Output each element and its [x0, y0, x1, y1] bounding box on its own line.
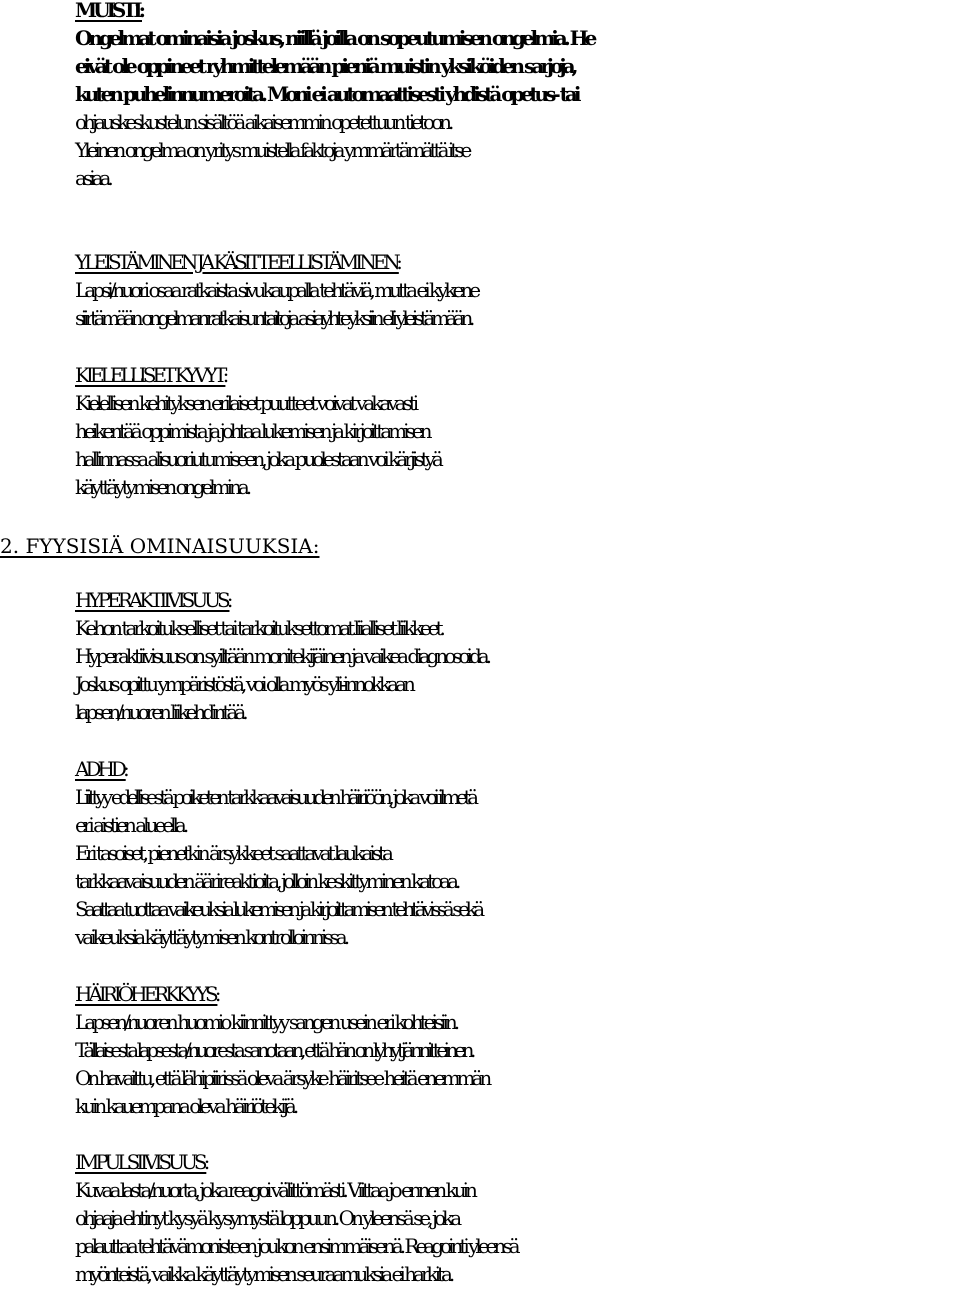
impulsiivisuus-line: ohjaaja ehtinyt kysyä kysymystä loppuun. On yleensä se, joka [75, 1206, 459, 1230]
yleistaminen-heading: YLEISTÄMINEN JA KÄSITTEELLISTÄMINEN: [75, 250, 399, 274]
yleistaminen-section [75, 248, 960, 332]
yleistaminen-line: siirtämään ongelmanratkaisuntaitoja asiayhteyksiin eli yleistämään. [75, 306, 471, 330]
impulsiivisuus-section [75, 1148, 960, 1288]
kielelliset-line: Kielellisen kehityksen erilaiset puutteet voivat vakavasti [75, 391, 416, 415]
hyperaktiivisuus-heading: HYPERAKTIIVISUUS: [75, 588, 230, 612]
adhd-heading: ADHD: [75, 757, 126, 781]
section-2-heading: 2. FYYSISIÄ OMINAISUUKSIA: [0, 534, 320, 558]
hyperaktiivisuus-line: Kehon tarkoitukselliset tai tarkoituksettomat liialliset liikkeet. [75, 616, 442, 640]
adhd-line: Eri tasoiset, pienetkin ärsykkeet saattavat laukaista [75, 841, 390, 865]
muisti-line: ohjauskeskustelun sisältöä aikaisemmin opetettuun tietoon. [75, 110, 451, 134]
hairioherkkyys-line: kuin kauempana oleva häiriötekijä. [75, 1094, 296, 1118]
impulsiivisuus-line: palauttaa tehtävämonisteen joukon ensimmäisenä. Reagointi yleensä [75, 1234, 517, 1258]
impulsiivisuus-line: Kuvaa lasta/nuorta, joka reagoi välittömästi. Viittaa jo ennen kuin [75, 1178, 474, 1202]
hairioherkkyys-section [75, 980, 960, 1120]
hyperaktiivisuus-line: Hyperaktiivisuus on syiltään monitekijäinen ja vaikea diagnosoida. [75, 644, 489, 668]
adhd-line: Liittyy edellisestä poiketen tarkkaavaisuuden häiriöön, joka voi ilmetä [75, 785, 475, 809]
kielelliset-line: käyttäytymisen ongelmina. [75, 475, 249, 499]
hairioherkkyys-line: On havaittu, että lähipiirissä oleva ärsyke häiritsee heitä enemmän [75, 1066, 489, 1090]
adhd-line: vaikeuksia käyttäytymisen kontrolloinnissa. [75, 925, 347, 949]
adhd-line: eri aistien alueella. [75, 813, 186, 837]
kielelliset-heading: KIELELLISET KYVYT: [75, 363, 226, 387]
impulsiivisuus-heading: IMPULSIIVISUUS: [75, 1150, 207, 1174]
adhd-section [75, 755, 960, 951]
muisti-section [75, 0, 960, 192]
muisti-line: Ongelmat ominaisia joskus, niillä joilla on sopeutumisen ongelmia. He [75, 26, 594, 50]
hyperaktiivisuus-line: lapsen/nuoren liikehdintää. [75, 700, 245, 724]
muisti-line: asiaa. [75, 166, 110, 190]
muisti-line: eivät ole oppineet ryhmittelemään pieniä muistin yksiköiden sarjoja, [75, 54, 575, 78]
impulsiivisuus-line: myönteistä, vaikka käyttäytymisen seuraamuksia ei harkita. [75, 1262, 452, 1286]
muisti-line: kuten puhelinnumeroita. Moni ei automaattisesti yhdistä opetus- tai [75, 82, 578, 106]
kielelliset-section [75, 361, 960, 501]
hairioherkkyys-line: Tällaisesta lapsesta/nuoresta sanotaan, että hän on lyhytjännitteinen. [75, 1038, 473, 1062]
hairioherkkyys-line: Lapsen/nuoren huomio kiinnittyy sangen usein eri kohteisiin. [75, 1010, 457, 1034]
hairioherkkyys-heading: HÄIRIÖHERKKYYS: [75, 982, 218, 1006]
adhd-line: Saattaa tuottaa vaikeuksia lukemisen ja kirjoittamisen tehtävissä sekä [75, 897, 481, 921]
kielelliset-line: hallinnassa alisuoriutumiseen, joka puolestaan voi kärjistyä [75, 447, 440, 471]
hyperaktiivisuus-section [75, 586, 960, 726]
kielelliset-line: heikentää oppimista ja johtaa lukemisen ja kirjoittamisen [75, 419, 429, 443]
hyperaktiivisuus-line: Joskus opittu ympäristöstä, voi olla myös yli-innokkaan [75, 672, 412, 696]
muisti-line: Yleinen ongelma on yritys muistella faktoja ymmärtämättä itse [75, 138, 469, 162]
yleistaminen-line: Lapsi/nuori osaa ratkaista sivukaupalla tehtäviä, mutta ei kykene [75, 278, 478, 302]
adhd-line: tarkkaavaisuuden äärireaktioita, jolloin keskittyminen katoaa. [75, 869, 458, 893]
muisti-heading: MUISTI: [75, 0, 142, 22]
